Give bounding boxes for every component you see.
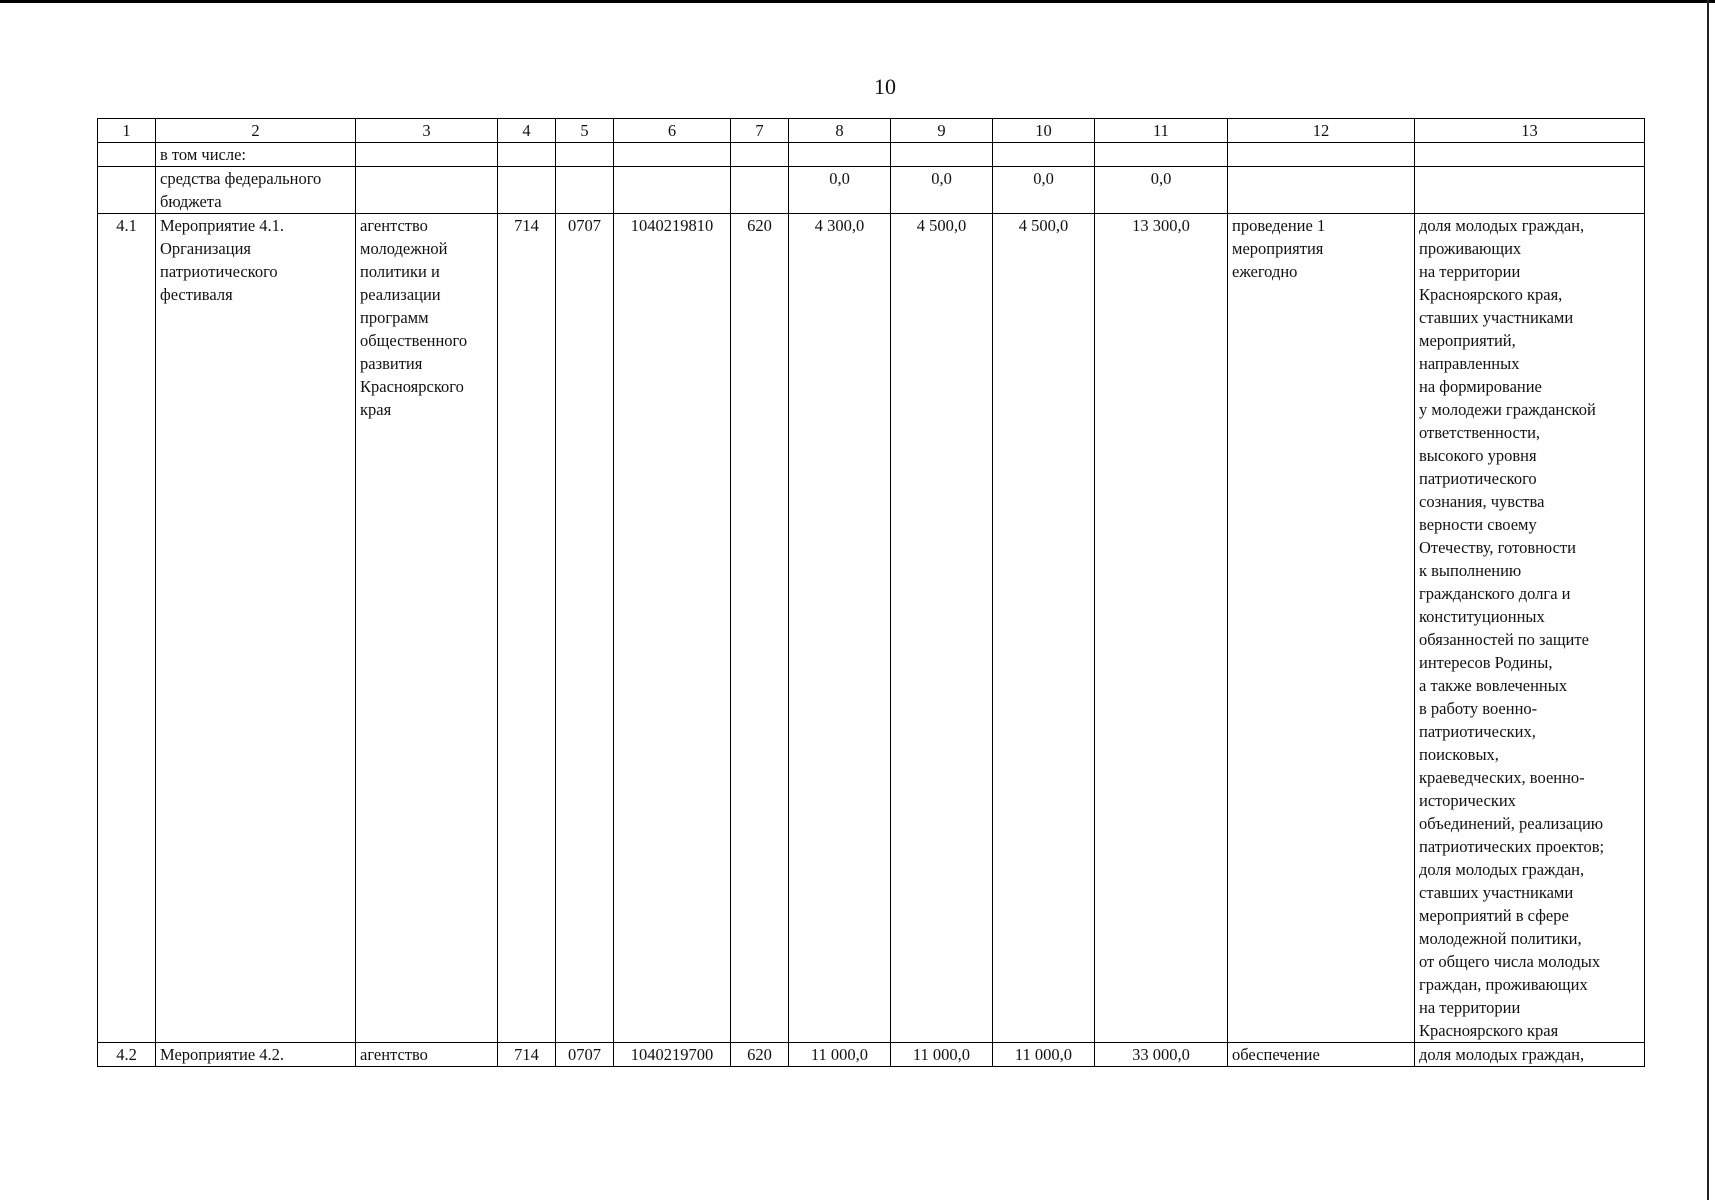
activity-vr-code: 620 (731, 1043, 789, 1067)
column-number-4: 4 (498, 119, 556, 143)
activity-expected-result: обеспечение (1228, 1043, 1415, 1067)
federal-budget-year-2: 0,0 (891, 167, 993, 214)
activity-executor: агентство молодежной политики и реализации программ общественного развития Красноярского края (356, 214, 498, 1043)
column-number-10: 10 (993, 119, 1095, 143)
activity-csr-code: 1040219810 (614, 214, 731, 1043)
including-label: в том числе: (156, 143, 356, 167)
activity-total-amount: 13 300,0 (1095, 214, 1228, 1043)
activity-indicator: доля молодых граждан, проживающих на территории Красноярского края, ставших участниками мероприятий, направленных на формирование у молодежи гражданской ответственности, высокого уровня патриотического сознания, чувства верности своему Отечеству, готовности к выполнению гражданского долга и конституционных обязанностей по защите интересов Родины, а также вовлеченных в работу военно- патриотических, поисковых, краеведческих, военно- исторических объединений, реализацию патриотических проектов; доля молодых граждан, ставших участниками мероприятий в сфере молодежной политики, от общего числа молодых граждан, проживающих на территории Красноярского края (1415, 214, 1645, 1043)
column-number-9: 9 (891, 119, 993, 143)
table-row-activity-4-1 (98, 214, 1645, 1043)
activity-year-2-amount: 11 000,0 (891, 1043, 993, 1067)
table-row-federal-budget (98, 167, 1645, 214)
column-number-7: 7 (731, 119, 789, 143)
activity-rzpr-code: 0707 (556, 1043, 614, 1067)
activity-year-1-amount: 11 000,0 (789, 1043, 891, 1067)
activity-expected-result: проведение 1 мероприятия ежегодно (1228, 214, 1415, 1043)
column-number-12: 12 (1228, 119, 1415, 143)
activity-year-1-amount: 4 300,0 (789, 214, 891, 1043)
table-row-activity-4-2 (98, 1043, 1645, 1067)
activity-number: 4.2 (98, 1043, 156, 1067)
federal-budget-total: 0,0 (1095, 167, 1228, 214)
column-number-6: 6 (614, 119, 731, 143)
activity-number: 4.1 (98, 214, 156, 1043)
column-number-3: 3 (356, 119, 498, 143)
activity-year-2-amount: 4 500,0 (891, 214, 993, 1043)
program-activities-table (97, 118, 1645, 1067)
table-row-including (98, 143, 1645, 167)
activity-csr-code: 1040219700 (614, 1043, 731, 1067)
top-border-line (0, 0, 1715, 3)
page-number: 10 (874, 74, 896, 99)
right-border-line (1707, 0, 1709, 1200)
activity-total-amount: 33 000,0 (1095, 1043, 1228, 1067)
column-number-row (98, 119, 1645, 143)
column-number-8: 8 (789, 119, 891, 143)
activity-grbs-code: 714 (498, 1043, 556, 1067)
column-number-11: 11 (1095, 119, 1228, 143)
activity-executor: агентство (356, 1043, 498, 1067)
federal-budget-label: средства федерального бюджета (156, 167, 356, 214)
activity-name: Мероприятие 4.1. Организация патриотического фестиваля (156, 214, 356, 1043)
column-number-2: 2 (156, 119, 356, 143)
activity-name: Мероприятие 4.2. (156, 1043, 356, 1067)
activity-year-3-amount: 4 500,0 (993, 214, 1095, 1043)
column-number-5: 5 (556, 119, 614, 143)
activity-grbs-code: 714 (498, 214, 556, 1043)
activity-rzpr-code: 0707 (556, 214, 614, 1043)
column-number-1: 1 (98, 119, 156, 143)
activity-vr-code: 620 (731, 214, 789, 1043)
federal-budget-year-3: 0,0 (993, 167, 1095, 214)
column-number-13: 13 (1415, 119, 1645, 143)
federal-budget-year-1: 0,0 (789, 167, 891, 214)
activity-year-3-amount: 11 000,0 (993, 1043, 1095, 1067)
activity-indicator: доля молодых граждан, (1415, 1043, 1645, 1067)
